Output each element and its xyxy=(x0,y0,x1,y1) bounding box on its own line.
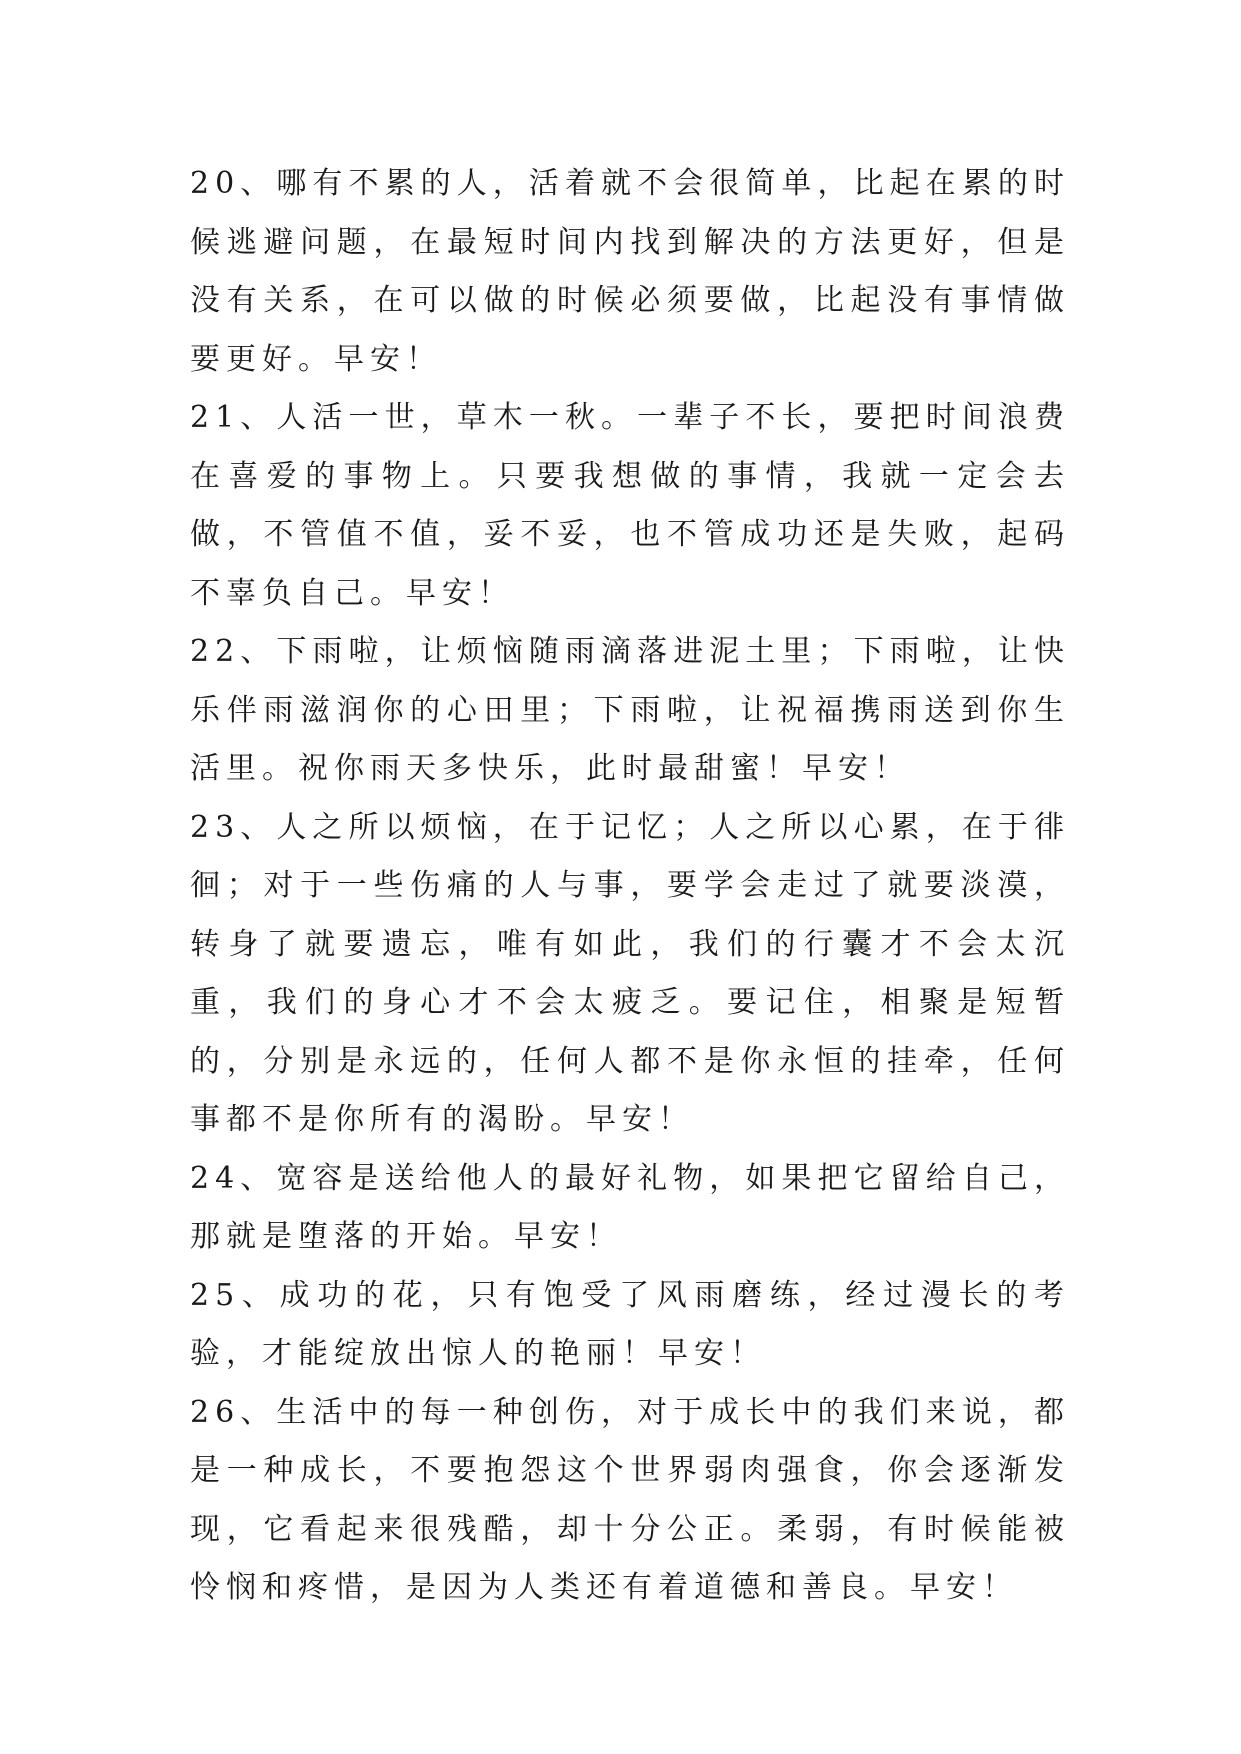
paragraph-20: 20、哪有不累的人，活着就不会很简单，比起在累的时候逃避问题，在最短时间内找到解决的方法更好，但是没有关系，在可以做的时候必须要做，比起没有事情做要更好。早安！ xyxy=(190,166,1070,377)
paragraph-26: 26、生活中的每一种创伤，对于成长中的我们来说，都是一种成长，不要抱怨这个世界弱肉强食，你会逐渐发现，它看起来很残酷，却十分公正。柔弱，有时候能被怜悯和疼惜，是因为人类还有着道德和善良。早安！ xyxy=(190,1394,1070,1605)
paragraph-23: 23、人之所以烦恼，在于记忆；人之所以心累，在于徘徊；对于一些伤痛的人与事，要学会走过了就要淡漠，转身了就要遗忘，唯有如此，我们的行囊才不会太沉重，我们的身心才不会太疲乏。要记住，相聚是短暂的，分别是永远的，任何人都不是你永恒的挂牵，任何事都不是你所有的渴盼。早安！ xyxy=(190,809,1070,1137)
paragraph-25: 25、成功的花，只有饱受了风雨磨练，经过漫长的考验，才能绽放出惊人的艳丽！早安！ xyxy=(190,1277,1070,1371)
document-body xyxy=(190,155,1070,1618)
paragraph-21: 21、人活一世，草木一秋。一辈子不长，要把时间浪费在喜爱的事物上。只要我想做的事情，我就一定会去做，不管值不值，妥不妥，也不管成功还是失败，起码不辜负自己。早安！ xyxy=(190,400,1070,611)
paragraph-22: 22、下雨啦，让烦恼随雨滴落进泥土里；下雨啦，让快乐伴雨滋润你的心田里；下雨啦，让祝福携雨送到你生活里。祝你雨天多快乐，此时最甜蜜！早安！ xyxy=(190,634,1070,786)
paragraph-24: 24、宽容是送给他人的最好礼物，如果把它留给自己，那就是堕落的开始。早安！ xyxy=(190,1160,1070,1254)
